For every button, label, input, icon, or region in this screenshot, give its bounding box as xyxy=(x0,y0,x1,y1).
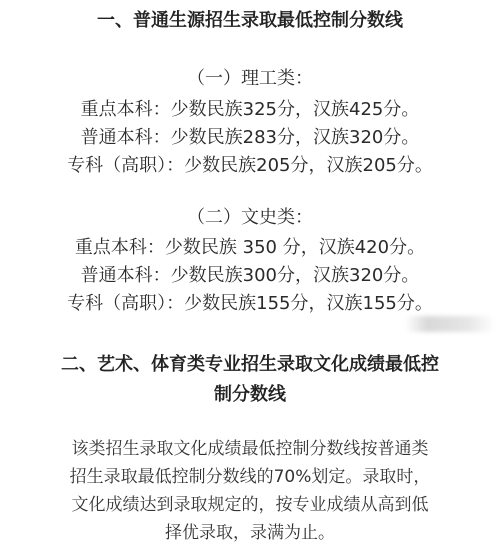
science-vocational-line: 专科（高职）：少数民族205分，汉族205分。 xyxy=(67,155,433,176)
arts-vocational-line: 专科（高职）：少数民族155分，汉族155分。 xyxy=(67,293,433,314)
science-regular-undergrad-line: 普通本科：少数民族283分，汉族320分。 xyxy=(80,127,420,148)
arts-regular-undergrad-line: 普通本科：少数民族300分，汉族320分。 xyxy=(80,265,420,286)
section2-paragraph-line-3: 文化成绩达到录取规定的，按专业成绩从高到低 xyxy=(71,495,429,515)
science-key-undergrad-line: 重点本科：少数民族325分，汉族425分。 xyxy=(80,99,420,120)
science-category-title: （一）理工类： xyxy=(187,68,313,89)
section2-paragraph-line-4: 择优录取，录满为止。 xyxy=(165,523,335,543)
section2-heading-line-2: 制分数线 xyxy=(214,384,286,405)
section2-paragraph-line-1: 该类招生录取文化成绩最低控制分数线按普通类 xyxy=(71,439,429,459)
arts-key-undergrad-line: 重点本科：少数民族 350 分，汉族420分。 xyxy=(74,237,426,258)
section1-heading: 一、普通生源招生录取最低控制分数线 xyxy=(97,10,403,31)
section2-heading-line-1: 二、艺术、体育类专业招生录取文化成绩最低控 xyxy=(61,354,439,375)
section2-paragraph-line-2: 招生录取最低控制分数线的70%划定。录取时， xyxy=(69,467,431,487)
blurred-watermark xyxy=(405,316,495,332)
arts-category-title: （二）文史类： xyxy=(187,207,313,228)
